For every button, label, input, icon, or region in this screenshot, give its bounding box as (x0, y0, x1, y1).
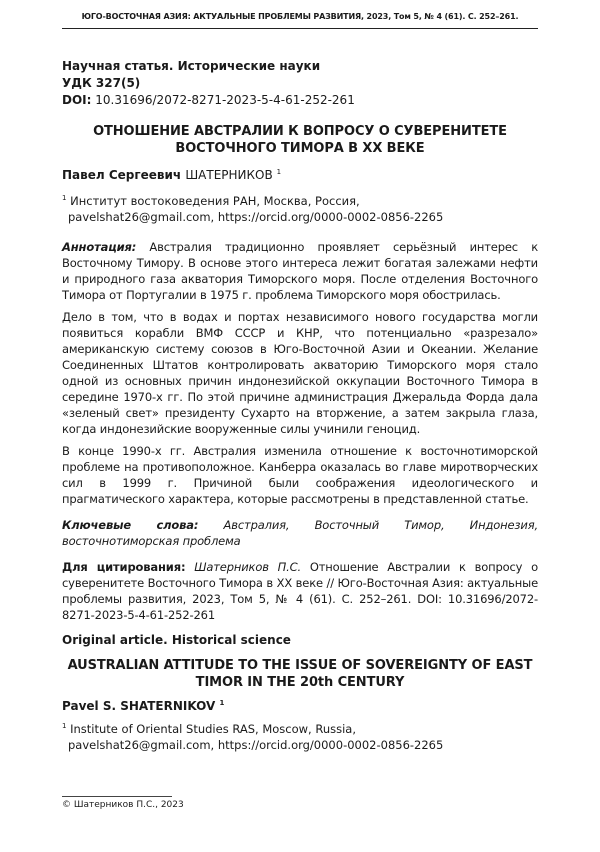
english-author-name: Pavel S. SHATERNIKOV (62, 699, 216, 713)
doi-label: DOI: (62, 93, 92, 107)
author-line (62, 167, 538, 183)
english-author (62, 699, 538, 713)
affiliation-line2: pavelshat26@gmail.com, https://orcid.org/0000-0002-0856-2265 (68, 210, 444, 224)
citation (62, 559, 538, 623)
abstract-p2: Дело в том, что в водах и портах независимого нового государства могли появиться корабли ВМФ СССР и КНР, что потенциально «разрезало» американскую систему союзов в Юго-Восточной Азии и Океании. Желание Соединенных Штатов контролировать акваторию Тиморского моря стало одной из основных причин индонезийской оккупации Восточного Тимора в середине 1970-х гг. По этой причине администрация Джеральда Форда дала «зеленый свет» президенту Сухарто на вторжение, а затем закрыла глаза, когда индонезийские вооруженные силы учинили геноцид. (62, 310, 538, 436)
affiliation-sup: 1 (62, 194, 67, 203)
english-affil-line1: Institute of Oriental Studies RAS, Moscow, Russia, (66, 722, 357, 736)
abstract-label: Аннотация: (62, 240, 137, 254)
author-given: Павел Сергеевич (62, 168, 186, 182)
citation-text: Отношение Австралии к вопросу о суверенитете Восточного Тимора в ХХ веке // Юго-Восточная Азия: актуальные проблемы развития, 2023, Том 5, № 4 (61). С. 252–261. DOI: 10.31696/2072-8271-2023-5-4-61-252-261 (62, 560, 538, 622)
journal-header: ЮГО-ВОСТОЧНАЯ АЗИЯ: АКТУАЛЬНЫЕ ПРОБЛЕМЫ РАЗВИТИЯ, 2023, Том 5, № 4 (61). С. 252–261. (62, 12, 538, 29)
english-author-sup: 1 (219, 699, 225, 707)
keywords (62, 517, 538, 549)
article-type: Научная статья. Исторические науки (62, 59, 321, 73)
article-title: ОТНОШЕНИЕ АВСТРАЛИИ К ВОПРОСУ О СУВЕРЕНИТЕТЕ ВОСТОЧНОГО ТИМОРА В ХХ ВЕКЕ (93, 124, 507, 156)
english-affil-sup: 1 (62, 722, 67, 731)
abstract-paragraph-1 (62, 239, 538, 303)
footer-divider (62, 796, 172, 797)
citation-author: Шатерников П.С. (185, 560, 302, 574)
article-meta (62, 58, 538, 109)
author-sup: 1 (276, 168, 282, 176)
article-content (62, 58, 538, 753)
abstract-p1: Австралия традиционно проявляет серьёзный интерес к Восточному Тимору. В основе этого интереса лежит богатая залежами нефти и природного газа акватория Тиморского моря. После отделения Восточного Тимора от Португалии в 1975 г. проблема Тиморского моря обострилась. (62, 240, 538, 302)
author-family: ШАТЕРНИКОВ (185, 168, 273, 182)
english-affiliation (62, 721, 538, 753)
udk: УДК 327(5) (62, 76, 141, 90)
doi-line (62, 92, 538, 109)
english-title: AUSTRALIAN ATTITUDE TO THE ISSUE OF SOVEREIGNTY OF EAST TIMOR IN THE 20th CENTURY (67, 658, 533, 690)
affiliation-line1: Институт востоковедения РАН, Москва, Россия, (66, 194, 360, 208)
doi-value: 10.31696/2072-8271-2023-5-4-61-252-261 (91, 93, 355, 107)
english-article-type: Original article. Historical science (62, 633, 291, 647)
abstract-p3: В конце 1990-х гг. Австралия изменила отношение к восточнотиморской проблеме на противоположное. Канберра оказалась во главе миротворческих сил в 1999 г. Причиной были соображения идеологического и прагматического характера, которые рассмотрены в представленной статье. (62, 444, 538, 506)
copyright-footer: © Шатерников П.С., 2023 (62, 800, 184, 810)
citation-label: Для цитирования: (62, 560, 186, 574)
keywords-text: Австралия, Восточный Тимор, Индонезия, восточнотиморская проблема (62, 518, 538, 548)
english-affil-line2: pavelshat26@gmail.com, https://orcid.org/0000-0002-0856-2265 (68, 738, 444, 752)
keywords-label: Ключевые слова: (62, 518, 199, 532)
affiliation (62, 193, 538, 225)
